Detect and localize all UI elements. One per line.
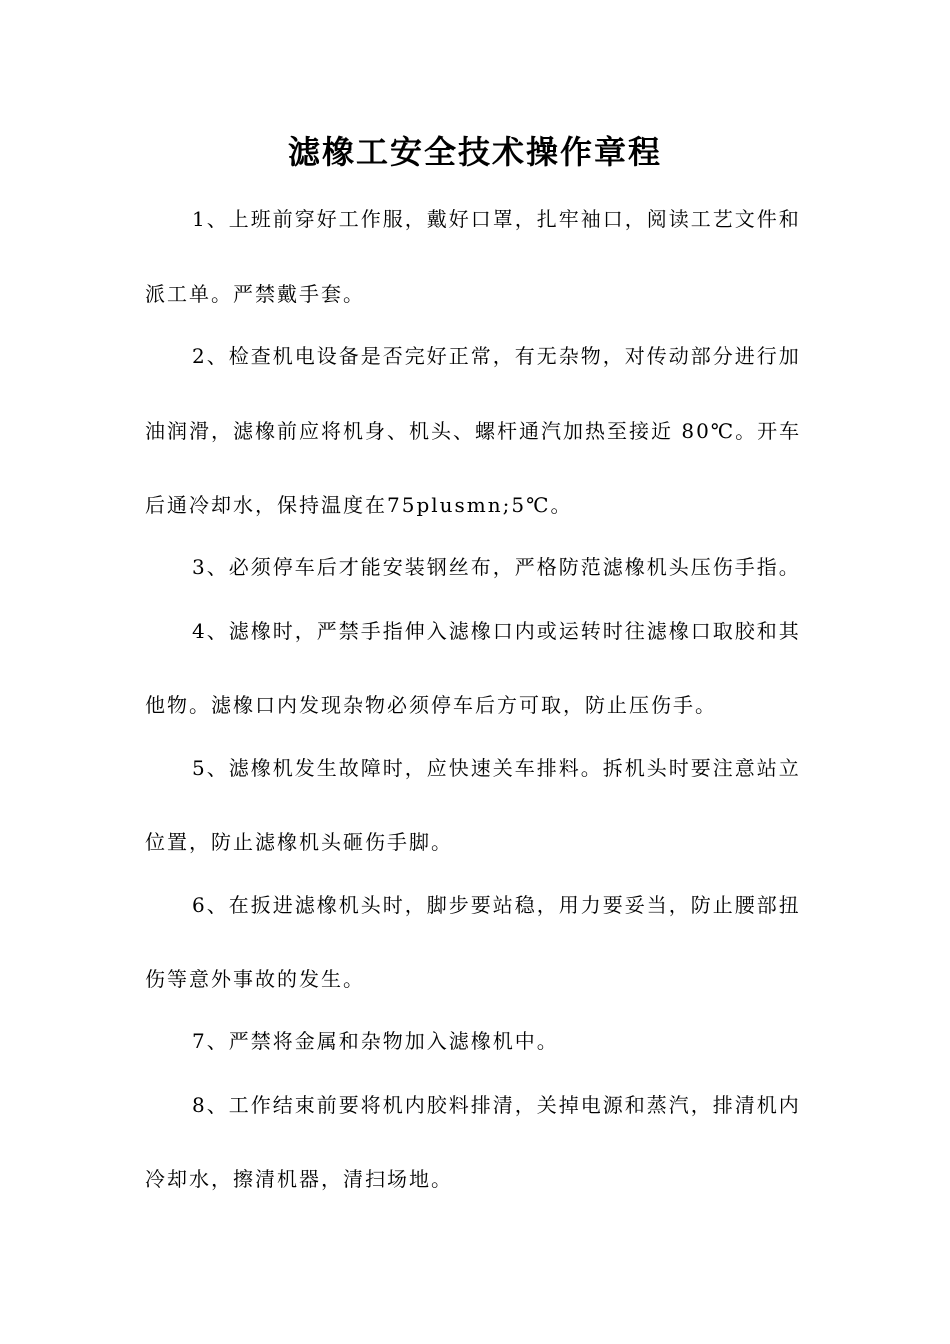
rule-7-line-1: 7、严禁将金属和杂物加入滤橡机中。: [192, 1029, 559, 1053]
rule-2-line-2: 油润滑，滤橡前应将机身、机头、螺杆通汽加热至接近 80℃。开车: [145, 419, 802, 443]
rule-4-line-1: 4、滤橡时，严禁手指伸入滤橡口内或运转时往滤橡口取胶和其: [192, 619, 801, 643]
rule-6-line-2: 伤等意外事故的发生。: [145, 967, 365, 991]
rule-5-line-2: 位置，防止滤橡机头砸伤手脚。: [145, 830, 453, 854]
rule-4-line-2: 他物。滤橡口内发现杂物必须停车后方可取，防止压伤手。: [145, 693, 717, 717]
rule-1-line-2: 派工单。严禁戴手套。: [145, 282, 365, 306]
rule-6-line-1: 6、在扳进滤橡机头时，脚步要站稳，用力要妥当，防止腰部扭: [192, 893, 801, 917]
rule-5-line-1: 5、滤橡机发生故障时，应快速关车排料。拆机头时要注意站立: [192, 756, 801, 780]
rule-8-line-2: 冷却水，擦清机器，清扫场地。: [145, 1167, 453, 1191]
rule-2-line-1: 2、检查机电设备是否完好正常，有无杂物，对传动部分进行加: [192, 344, 801, 368]
document-title: 滤橡工安全技术操作章程: [287, 133, 662, 171]
rule-8-line-1: 8、工作结束前要将机内胶料排清，关掉电源和蒸汽，排清机内: [192, 1093, 801, 1117]
rule-2-line-3: 后通冷却水，保持温度在75plusmn;5℃。: [145, 493, 573, 517]
rule-3-line-1: 3、必须停车后才能安装钢丝布，严格防范滤橡机头压伤手指。: [192, 555, 801, 579]
rule-1-line-1: 1、上班前穿好工作服，戴好口罩，扎牢袖口，阅读工艺文件和: [192, 207, 801, 231]
